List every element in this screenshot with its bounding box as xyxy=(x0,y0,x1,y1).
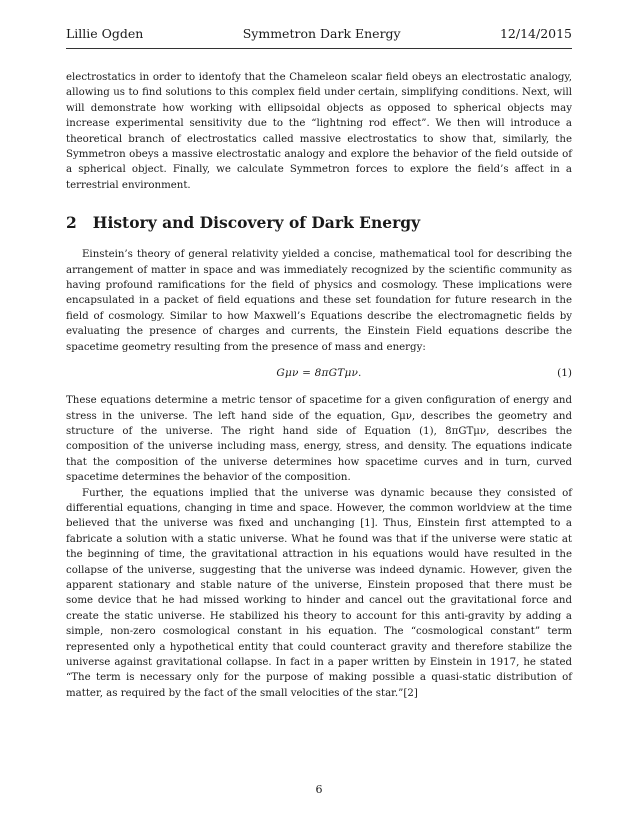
intro-paragraph: electrostatics in order to identofy that the Chameleon scalar field obeys an electrostatic analogy, allowing us to find solutions to this complex field under certain, simplifying conditions. Next, will will demonstrate how working with ellipsoidal objects as opposed to spherical objects may increase experimental sensitivity due to the “lightning rod effect”. We then will introduce a theoretical branch of electrostatics called massive electrostatics to show that, similarly, the Symmetron obeys a massive electrostatic analogy and explore the behavior of the field outside of a spherical object. Finally, we calculate Symmetron forces to explore the field’s affect in a terrestrial environment. xyxy=(66,72,572,191)
equation-text: Gμν = 8πGTμν. xyxy=(276,367,362,380)
paragraph-einstein-theory: Einstein’s theory of general relativity yielded a concise, mathematical tool for describing the arrangement of matter in space and was immediately recognized by the scientific community as having profound ramifications for the field of physics and cosmology. These implications were encapsulated in a packet of field equations and these set foundation for future research in the field of cosmology. Similar to how Maxwell’s Equations describe the electromagnetic fields by evaluating the presence of charges and currents, the Einstein Field equations describe the spacetime geometry resulting from the presence of mass and energy: xyxy=(66,249,572,353)
header-title: Symmetron Dark Energy xyxy=(242,26,401,41)
equation-number: (1) xyxy=(557,367,572,380)
paragraph-metric-tensor: These equations determine a metric tensor of spacetime for a given configuration of energy and stress in the universe. The left hand side of the equation, Gμν, describes the geometry and structure of the universe. The right hand side of Equation (1), 8πGTμν, describes the composition of the universe including mass, energy, stress, and density. The equations indicate that the composition of the universe determines how spacetime curves and in turn, curved spacetime determines the behavior of the composition. xyxy=(66,395,572,484)
header-date: 12/14/2015 xyxy=(499,26,572,41)
page-body xyxy=(66,70,572,701)
header-author: Lillie Ogden xyxy=(66,26,144,41)
section-title: History and Discovery of Dark Energy xyxy=(92,213,421,233)
page-number: 6 xyxy=(315,783,323,796)
running-header xyxy=(66,26,572,49)
equation-block xyxy=(66,357,572,391)
section-heading xyxy=(66,213,572,233)
section-number: 2 xyxy=(66,213,77,233)
paragraph-cosmological-constant: Further, the equations implied that the universe was dynamic because they consisted of differential equations, changing in time and space. However, the common worldview at the time believed that the universe was fixed and unchanging [1]. Thus, Einstein first attempted to a fabricate a solution with a static universe. What he found was that if the universe were static at the beginning of time, the gravitational attraction in his equations would have resulted in the collapse of the universe, suggesting that the universe was indeed dynamic. However, given the apparent stationary and stable nature of the universe, Einstein proposed that there must be some device that he had missed working to hinder and cancel out the gravitational force and create the static universe. He stabilized his theory to account for this anti-gravity by adding a simple, non-zero cosmological constant in his equation. The “cosmological constant” term represented only a hypothetical entity that could counteract gravity and therefore stabilize the universe against gravitational collapse. In fact in a paper written by Einstein in 1917, he stated “The term is necessary only for the purpose of making possible a quasi-static distribution of matter, as required by the fact of the small velocities of the star.”[2] xyxy=(66,487,572,699)
